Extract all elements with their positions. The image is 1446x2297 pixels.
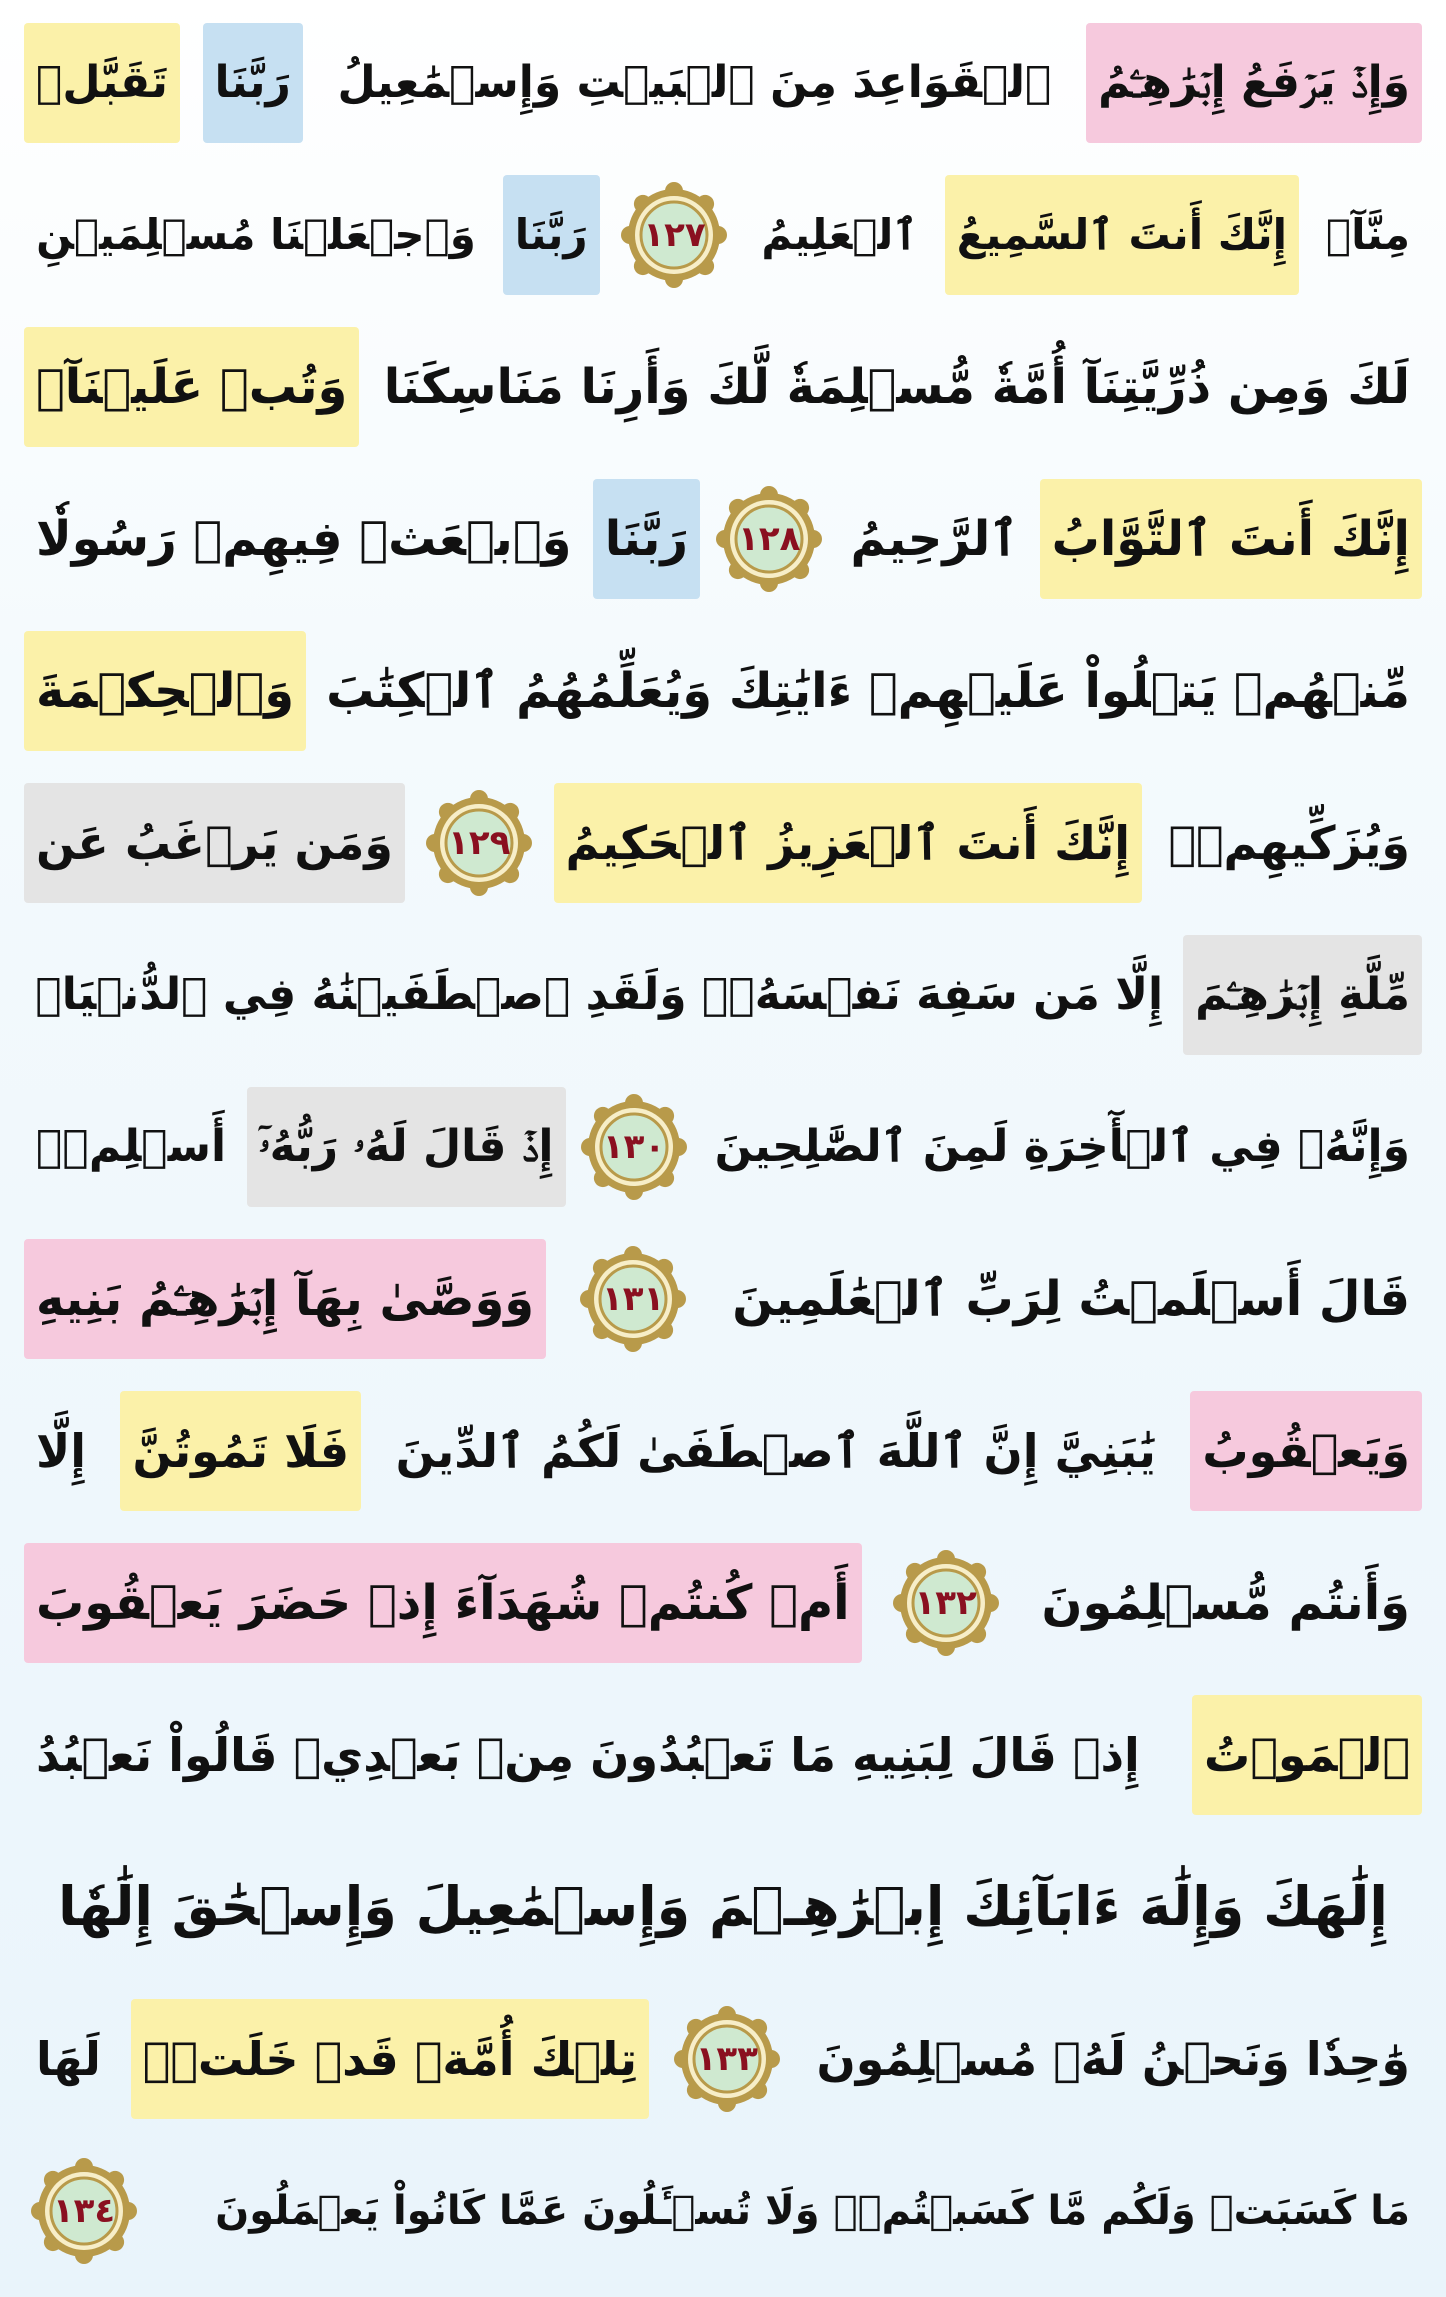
ayah-marker-icon[interactable] [614, 175, 734, 295]
ayah-marker-icon[interactable] [709, 479, 829, 599]
ayah-number: ١٣٢ [914, 1583, 977, 1623]
verse-line [24, 616, 1422, 766]
verse-text: لَهَا [36, 2032, 101, 2086]
verse-text: إِلَٰهَكَ وَإِلَٰهَ ءَابَآئِكَ إِبۡرَٰهِـۧمَ وَإِسۡمَٰعِيلَ وَإِسۡحَٰقَ إِلَٰهٗا [58, 1875, 1388, 1938]
verse-text: إِذۡ قَالَ لِبَنِيهِ مَا تَعۡبُدُونَ مِنۢ بَعۡدِيۖ قَالُواْ نَعۡبُدُ [36, 1728, 1140, 1782]
highlighted-phrase-gray: مِّلَّةِ إِبۡرَٰهِـۧمَ [1183, 935, 1422, 1055]
verse-text: وَيُزَكِّيهِمۡۚ [1168, 816, 1410, 870]
ayah-number: ١٢٧ [643, 215, 706, 255]
ayah-marker-icon[interactable] [574, 1087, 694, 1207]
highlighted-phrase-yellow: إِنَّكَ أَنتَ ٱلۡعَزِيزُ ٱلۡحَكِيمُ [554, 783, 1143, 903]
highlighted-phrase-pink: وَإِذۡ يَرۡفَعُ إِبۡرَٰهِـۧمُ [1086, 23, 1422, 143]
ayah-number: ١٣١ [602, 1279, 665, 1319]
verse-line [24, 1528, 1422, 1678]
verse-text: إِلَّا [36, 1424, 87, 1478]
verse-line [24, 1832, 1422, 1982]
verse-text: ٱلۡعَلِيمُ [761, 210, 918, 259]
highlighted-phrase-yellow: إِنَّكَ أَنتَ ٱلتَّوَّابُ [1040, 479, 1422, 599]
verse-text: ٱلۡقَوَاعِدَ مِنَ ٱلۡبَيۡتِ وَإِسۡمَٰعِيلُ [337, 57, 1052, 108]
highlighted-phrase-pink: وَيَعۡقُوبُ [1190, 1391, 1422, 1511]
highlighted-phrase-yellow: فَلَا تَمُوتُنَّ [120, 1391, 361, 1511]
highlighted-phrase-yellow: ٱلۡمَوۡتُ [1192, 1695, 1422, 1815]
highlighted-phrase-yellow: تِلۡكَ أُمَّةٞ قَدۡ خَلَتۡۖ [131, 1999, 649, 2119]
ayah-marker-icon[interactable] [419, 783, 539, 903]
verse-text: ٱلرَّحِيمُ [850, 511, 1019, 567]
highlighted-phrase-blue: رَبَّنَا [503, 175, 600, 295]
ayah-number: ١٣٠ [602, 1127, 666, 1167]
verse-text: وَأَنتُم مُّسۡلِمُونَ [1041, 1575, 1410, 1631]
verse-text: وَٱبۡعَثۡ فِيهِمۡ رَسُولٗا [36, 511, 572, 567]
verse-line [24, 8, 1422, 158]
ayah-marker-icon[interactable] [573, 1239, 693, 1359]
highlighted-phrase-pink: وَوَصَّىٰ بِهَآ إِبۡرَٰهِـۧمُ بَنِيهِ [24, 1239, 546, 1359]
verse-line [24, 312, 1422, 462]
highlighted-phrase-yellow: وَتُبۡ عَلَيۡنَآۖ [24, 327, 359, 447]
highlighted-phrase-yellow: إِنَّكَ أَنتَ ٱلسَّمِيعُ [945, 175, 1299, 295]
verse-line [24, 1376, 1422, 1526]
verse-line [24, 2136, 1422, 2286]
verse-text: إِلَّا مَن سَفِهَ نَفۡسَهُۥۚ وَلَقَدِ ٱصۡطَفَيۡنَٰهُ فِي ٱلدُّنۡيَاۖ [35, 969, 1164, 1020]
highlighted-phrase-gray: وَمَن يَرۡغَبُ عَن [24, 783, 405, 903]
highlighted-phrase-yellow: تَقَبَّلۡ [24, 23, 180, 143]
verse-text: أَسۡلِمۡۖ [36, 1121, 227, 1172]
verse-line [24, 1984, 1422, 2134]
verse-text: مِنَّآۖ [1325, 210, 1410, 259]
verse-line [24, 920, 1422, 1070]
highlighted-phrase-gray: إِذۡ قَالَ لَهُۥ رَبُّهُۥٓ [247, 1087, 566, 1207]
highlighted-phrase-yellow: وَٱلۡحِكۡمَةَ [24, 631, 306, 751]
verse-line [24, 1072, 1422, 1222]
verse-text: مَا كَسَبَتۡ وَلَكُم مَّا كَسَبۡتُمۡۖ وَلَا تُسۡـَٔلُونَ عَمَّا كَانُواْ يَعۡمَلُونَ [215, 2188, 1410, 2234]
ayah-number: ١٣٤ [52, 2191, 116, 2231]
ayah-number: ١٢٩ [448, 823, 511, 863]
verse-line [24, 1224, 1422, 1374]
verse-line [24, 160, 1422, 310]
ayah-number: ١٣٣ [695, 2039, 758, 2079]
ayah-number: ١٢٨ [738, 519, 801, 559]
verse-line [24, 464, 1422, 614]
highlighted-phrase-blue: رَبَّنَا [593, 479, 700, 599]
verse-line [24, 768, 1422, 918]
verse-text: مِّنۡهُمۡ يَتۡلُواْ عَلَيۡهِمۡ ءَايَٰتِكَ وَيُعَلِّمُهُمُ ٱلۡكِتَٰبَ [326, 663, 1410, 719]
verse-line [24, 1680, 1422, 1830]
verse-text: لَكَ وَمِن ذُرِّيَّتِنَآ أُمَّةٗ مُّسۡلِمَةٗ لَّكَ وَأَرِنَا مَنَاسِكَنَا [383, 359, 1410, 415]
verse-text: وَإِنَّهُۥ فِي ٱلۡأٓخِرَةِ لَمِنَ ٱلصَّٰلِحِينَ [714, 1121, 1410, 1172]
verse-text: قَالَ أَسۡلَمۡتُ لِرَبِّ ٱلۡعَٰلَمِينَ [732, 1271, 1410, 1327]
ayah-marker-icon[interactable] [886, 1543, 1006, 1663]
ayah-marker-icon[interactable] [24, 2151, 144, 2271]
ayah-marker-icon[interactable] [667, 1999, 787, 2119]
verse-text: وَٱجۡعَلۡنَا مُسۡلِمَيۡنِ [36, 210, 476, 259]
verse-text: يَٰبَنِيَّ إِنَّ ٱللَّهَ ٱصۡطَفَىٰ لَكُمُ ٱلدِّينَ [395, 1424, 1156, 1478]
verse-text: وَٰحِدٗا وَنَحۡنُ لَهُۥ مُسۡلِمُونَ [816, 2032, 1410, 2086]
highlighted-phrase-pink: أَمۡ كُنتُمۡ شُهَدَآءَ إِذۡ حَضَرَ يَعۡقُوبَ [24, 1543, 862, 1663]
highlighted-phrase-blue: رَبَّنَا [203, 23, 303, 143]
